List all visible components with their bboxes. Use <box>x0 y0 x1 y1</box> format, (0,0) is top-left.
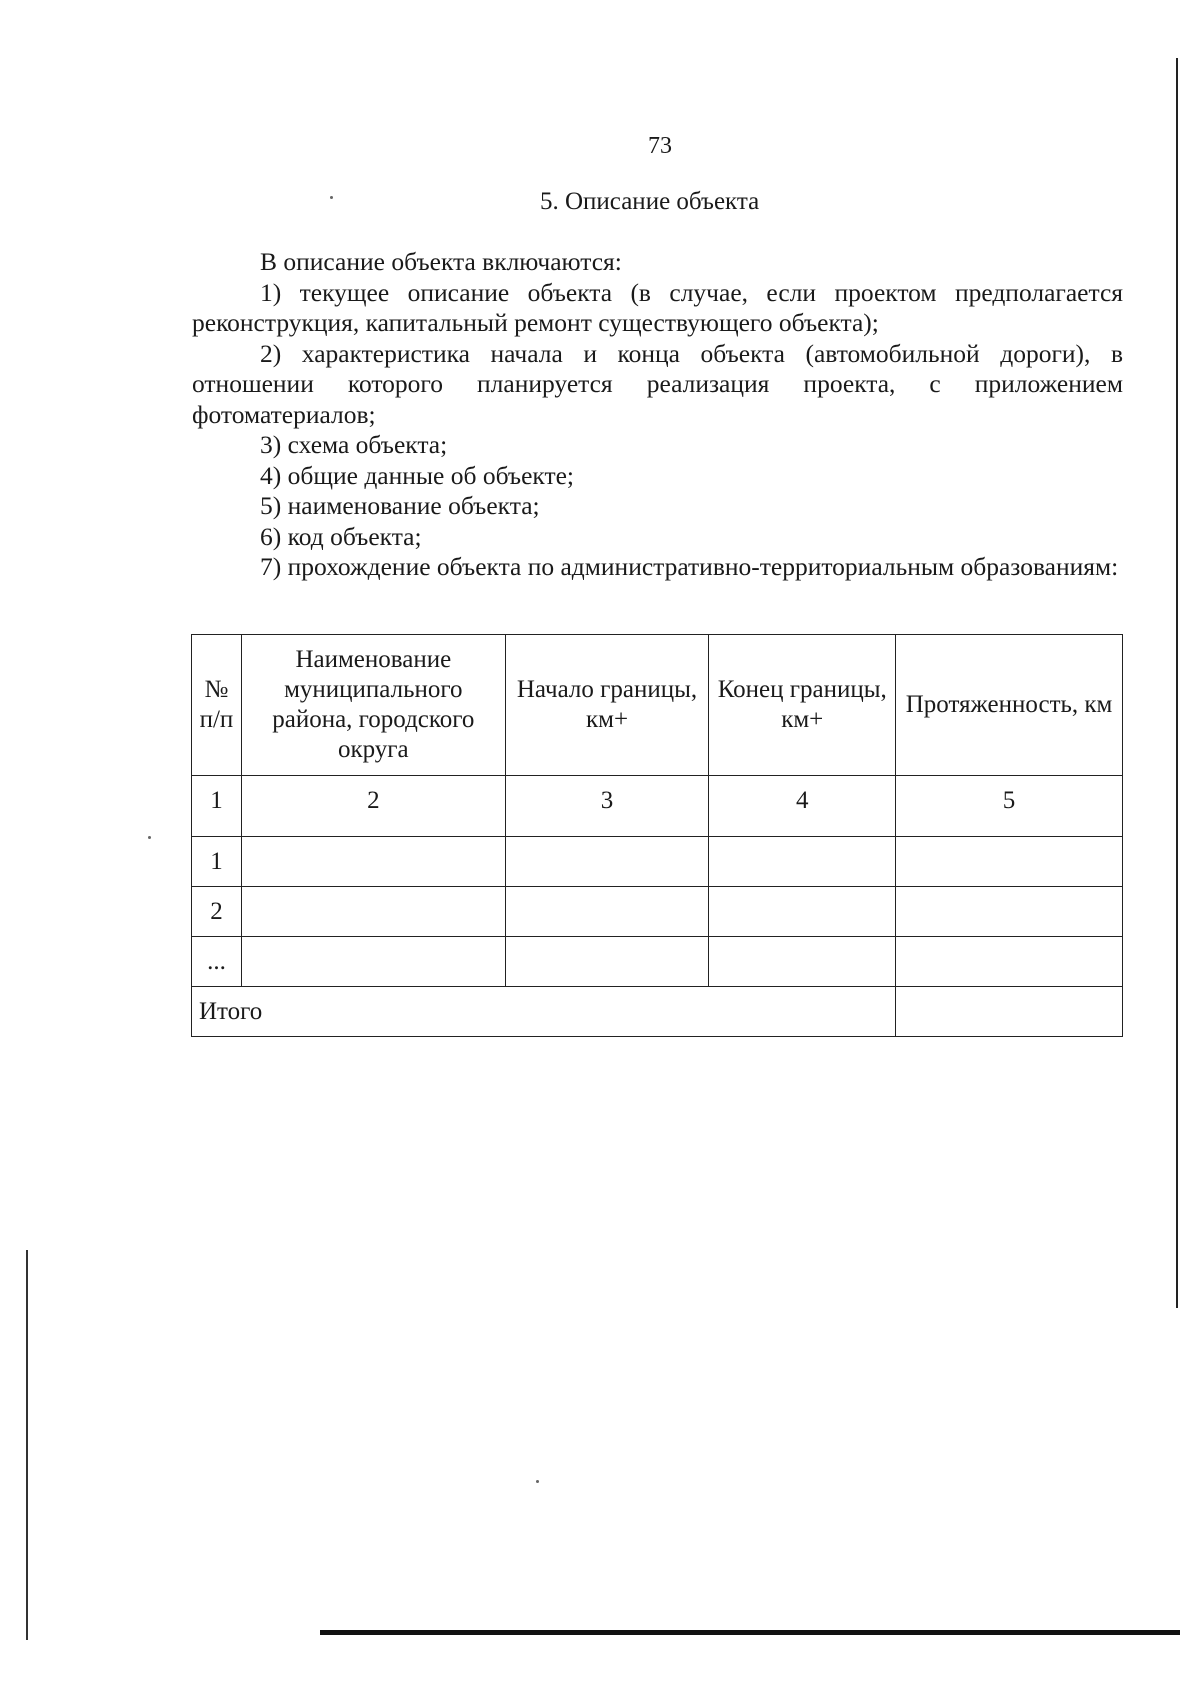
table-cell <box>709 937 896 987</box>
table-cell <box>709 887 896 937</box>
total-value-cell <box>896 987 1123 1037</box>
section-title: 5. Описание объекта <box>540 188 760 215</box>
list-item-6: 6) код объекта; <box>260 521 422 551</box>
list-item-3: 3) схема объекта; <box>260 430 448 459</box>
scan-bottom-edge <box>320 1630 1180 1635</box>
column-number: 1 <box>192 776 242 837</box>
row-number: 1 <box>192 837 242 887</box>
table-row <box>192 937 1123 987</box>
table-cell <box>896 937 1123 987</box>
total-label: Итого <box>192 987 896 1037</box>
objects-table <box>191 634 1123 1037</box>
column-numbering-row <box>192 776 1123 837</box>
scan-speck <box>148 836 151 839</box>
scan-margin-line-right <box>1176 58 1178 1308</box>
table-cell <box>709 837 896 887</box>
list-item-7: 7) прохождение объекта по административно-территориальным образованиям: <box>260 552 1119 581</box>
table-cell <box>241 887 505 937</box>
table-cell <box>241 837 505 887</box>
header-length: Протяженность, км <box>896 635 1123 776</box>
total-row <box>192 987 1123 1037</box>
table-cell <box>241 937 505 987</box>
header-start: Начало границы, км+ <box>505 635 709 776</box>
page-number: 73 <box>648 133 672 159</box>
header-num: № п/п <box>192 635 242 776</box>
column-number: 4 <box>709 776 896 837</box>
row-number: 2 <box>192 887 242 937</box>
header-end: Конец границы, км+ <box>709 635 896 776</box>
column-number: 2 <box>241 776 505 837</box>
row-number: ... <box>192 937 242 987</box>
column-number: 3 <box>505 776 709 837</box>
column-number: 5 <box>896 776 1123 837</box>
list-item-5: 5) наименование объекта; <box>260 491 540 520</box>
table-cell <box>896 837 1123 887</box>
list-item-1: 1) текущее описание объекта (в случае, если проектом предполагается реконструкция, капитальный ремонт существующего объекта); <box>192 277 1123 337</box>
scan-speck <box>330 196 333 199</box>
table-row <box>192 887 1123 937</box>
table-cell <box>505 887 709 937</box>
paragraph-intro: В описание объекта включаются: <box>260 247 622 276</box>
list-item-4: 4) общие данные об объекте; <box>260 460 575 490</box>
scan-speck <box>536 1480 539 1483</box>
list-item-2: 2) характеристика начала и конца объекта (автомобильной дороги), в отношении которого планируется реализация проекта, с приложением фотоматериалов; <box>192 338 1123 429</box>
table-cell <box>505 937 709 987</box>
table-header-row <box>192 635 1123 776</box>
body-text <box>192 247 1123 583</box>
scan-margin-line-left <box>26 1250 28 1640</box>
table-row <box>192 837 1123 887</box>
table-cell <box>896 887 1123 937</box>
header-name: Наименование муниципального района, городского округа <box>241 635 505 776</box>
table-cell <box>505 837 709 887</box>
